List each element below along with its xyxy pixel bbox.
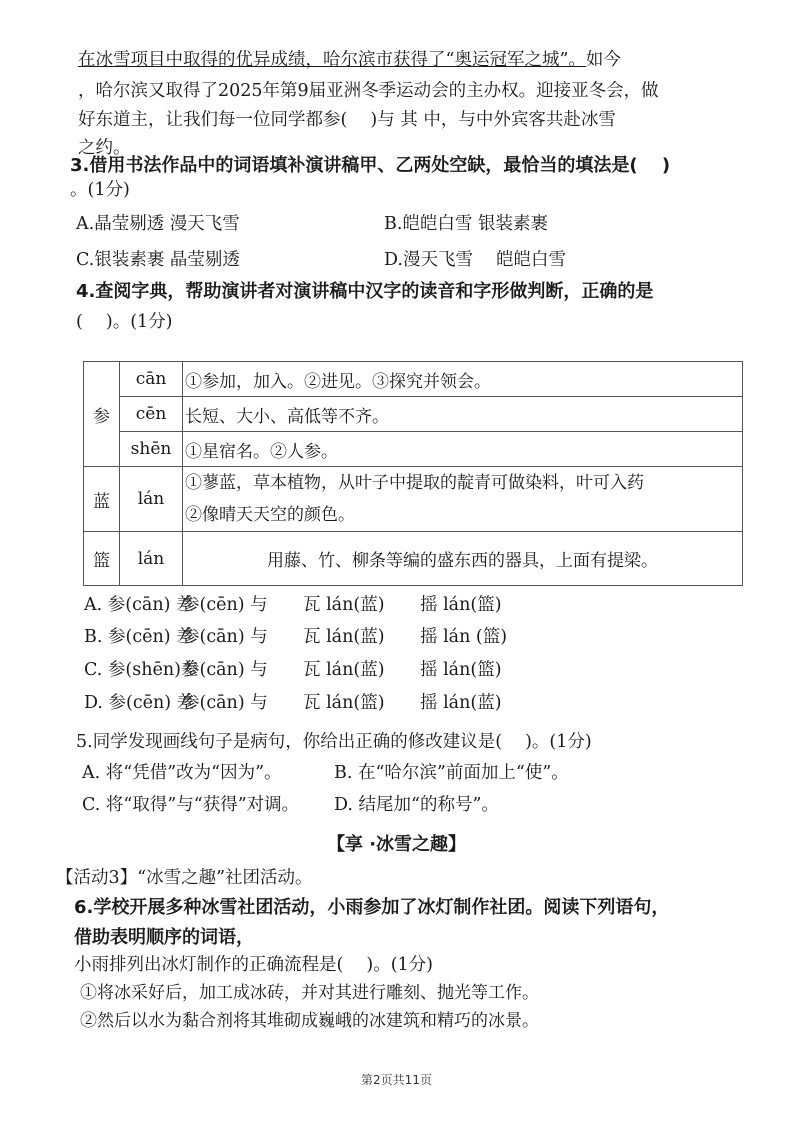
q4-option-part: C. 参(shēn)差 xyxy=(84,660,199,680)
meaning-cell xyxy=(183,467,743,532)
q4-option-part: B. 参(cēn) 差 xyxy=(84,627,194,647)
q3-option-a: A.晶莹剔透 漫天飞雪 xyxy=(76,214,240,234)
pinyin-cell: shēn xyxy=(120,432,183,467)
q4-option-part: 摇 lán (篮) xyxy=(420,627,508,647)
underlined-sentence: 在冰雪项目中取得的优异成绩，哈尔滨市获得了“奥运冠军之城”。 xyxy=(78,50,586,70)
dictionary-table xyxy=(83,361,743,586)
meaning-line: ②像晴天天空的颜色。 xyxy=(185,505,355,525)
meaning-cell: ①参加，加入。②进见。③探究并领会。 xyxy=(183,362,743,397)
q5-option-c: C. 将“取得”与“获得”对调。 xyxy=(82,795,300,815)
char-lan-basket: 篮 xyxy=(84,532,120,586)
q4-option-part: 摇 lán(篮) xyxy=(420,660,502,680)
q3-option-c: C.银装素裹 晶莹剔透 xyxy=(76,250,240,270)
q4-option-part: A. 参(cān) 差 xyxy=(84,595,194,615)
passage-line-3: 好东道主，让我们每一位同学都参( )与 其 中，与中外宾客共赴冰雪 xyxy=(78,110,616,130)
q6-item-2: ②然后以水为黏合剂将其堆砌成巍峨的冰建筑和精巧的冰景。 xyxy=(80,1011,539,1031)
pinyin-cell: cān xyxy=(120,362,183,397)
q4-option-part: 瓦 lán(蓝) xyxy=(303,595,385,615)
pinyin-cell: cēn xyxy=(120,397,183,432)
section-heading: 【享 ·冰雪之趣】 xyxy=(326,834,467,855)
char-lan-blue: 蓝 xyxy=(84,467,120,532)
q4-option-part: 瓦 lán(蓝) xyxy=(303,627,385,647)
page-footer: 第2页共11页 xyxy=(361,1073,432,1087)
q4-option-part: 参(cān) 与 xyxy=(182,627,268,647)
q4-stem: 4.查阅字典，帮助演讲者对演讲稿中汉字的读音和字形做判断，正确的是 xyxy=(76,281,654,302)
meaning-cell: 长短、大小、高低等不齐。 xyxy=(183,397,743,432)
char-can: 参 xyxy=(84,362,120,467)
q4-option-part: 摇 lán(蓝) xyxy=(420,693,502,713)
q6-stem-2: 借助表明顺序的词语， xyxy=(74,927,254,948)
q4-option-part: 瓦 lán(蓝) xyxy=(303,660,385,680)
q4-option-part: 摇 lán(篮) xyxy=(420,595,502,615)
pinyin-cell: lán xyxy=(120,532,183,586)
q5-option-a: A. 将“凭借”改为“因为”。 xyxy=(82,763,282,783)
q4-option-part: 参(cān) 与 xyxy=(182,693,268,713)
q5-stem: 5.同学发现画线句子是病句，你给出正确的修改建议是( )。(1分) xyxy=(76,732,592,752)
q6-item-1: ①将冰采好后，加工成冰砖，并对其进行雕刻、抛光等工作。 xyxy=(80,983,539,1003)
q3-score: 。(1分) xyxy=(70,180,130,200)
q4-option-part: 参(cēn) 与 xyxy=(182,595,268,615)
meaning-cell: ①星宿名。②人参。 xyxy=(183,432,743,467)
q4-option-part: 瓦 lán(篮) xyxy=(303,693,385,713)
q5-option-b: B. 在“哈尔滨”前面加上“使”。 xyxy=(334,763,569,783)
q3-option-d: D.漫天飞雪 皑皑白雪 xyxy=(384,250,567,270)
q4-score: ( )。(1分) xyxy=(76,312,173,332)
q6-stem-1: 6.学校开展多种冰雪社团活动，小雨参加了冰灯制作社团。阅读下列语句， xyxy=(74,897,670,918)
pinyin-cell: lán xyxy=(120,467,183,532)
meaning-cell: 用藤、竹、柳条等编的盛东西的器具，上面有提梁。 xyxy=(183,532,743,586)
passage-line-1: 在冰雪项目中取得的优异成绩，哈尔滨市获得了“奥运冠军之城”。如今 xyxy=(78,50,621,70)
q6-stem-3: 小雨排列出冰灯制作的正确流程是( )。(1分) xyxy=(74,955,434,975)
q4-option-part: D. 参(cēn) 差 xyxy=(84,693,195,713)
meaning-line: ①蓼蓝，草本植物，从叶子中提取的靛青可做染料，叶可入药 xyxy=(185,473,644,493)
q5-option-d: D. 结尾加“的称号”。 xyxy=(334,795,499,815)
q3-stem: 3.借用书法作品中的词语填补演讲稿甲、乙两处空缺，最恰当的填法是( ) xyxy=(70,155,671,176)
q4-option-part: 参(cān) 与 xyxy=(182,660,268,680)
passage-line-4: 之约。 xyxy=(78,138,131,158)
activity-3-title: 【活动3】“冰雪之趣”社团活动。 xyxy=(56,868,313,888)
passage-line-2: ，哈尔滨又取得了2025年第9届亚洲冬季运动会的主办权。迎接亚冬会，做 xyxy=(78,81,659,101)
q3-option-b: B.皑皑白雪 银装素裹 xyxy=(384,214,548,234)
